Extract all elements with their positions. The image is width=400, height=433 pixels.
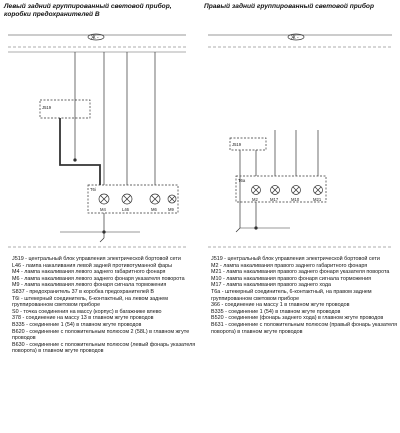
legend-item: B520 - соединение (фонарь заднего хода) в главном жгуте проводов xyxy=(211,315,384,322)
left-legend xyxy=(4,256,198,355)
legend-item: M21 - лампа накаливания правого заднего фонаря указателя поворота xyxy=(211,269,390,276)
legend-item: 366 - соединение на массу 1 в главном жгуте проводов xyxy=(211,302,350,309)
legend-item: B335 - соединение 1 (54) в главном жгуте проводов xyxy=(211,308,341,315)
right-lamp-m10 xyxy=(292,186,301,195)
right-legend xyxy=(203,256,398,335)
left-lamp-m6 xyxy=(150,194,160,204)
legend-item: S0 - точка соединения на массу (корпус) в багажнике влево xyxy=(12,308,162,315)
right-lamp-m21 xyxy=(314,186,323,195)
legend-item: M17 - лампа накаливания правого заднего хода xyxy=(211,282,332,289)
right-m21-label: M21 xyxy=(313,197,322,202)
left-m9-label: M9 xyxy=(168,207,174,212)
legend-item: M10 - лампа накаливания правого фонаря сигнала торможения xyxy=(211,275,372,282)
legend-item: B631 - соединение с положительным полюсом (правый фонарь указателя поворота) в главном жгуте проводов xyxy=(211,321,397,335)
right-ground-tick xyxy=(236,228,240,232)
left-m4-label: M4 xyxy=(100,207,106,212)
right-diagram-title: Правый задний группированный световой прибор xyxy=(204,3,374,10)
right-j519-label: J519 xyxy=(232,142,242,147)
legend-item: T6a - штекерный соединитель, 6-контактный, на правом заднем группированном световом приборе xyxy=(211,288,372,302)
right-lamp-m17 xyxy=(271,186,280,195)
legend-item: B630 - соединение с положительным полюсом (левый фонарь указателя поворота) в главном жгуте проводов xyxy=(12,341,196,355)
right-diagram-labels xyxy=(232,35,322,202)
left-junction xyxy=(103,231,106,234)
left-ground-tick xyxy=(100,238,104,242)
legend-item: 378 - соединение на массу 13 в главном жгуте проводов xyxy=(12,315,154,322)
legend-item: L46 - лампа накаливания левой задней противотуманной фары xyxy=(12,262,173,269)
left-header-label: Ж - xyxy=(91,35,99,41)
left-lamp-l46 xyxy=(122,194,132,204)
legend-item: B335 - соединение 1 (54) в главном жгуте проводов xyxy=(12,321,142,328)
left-lamp-m9 xyxy=(168,195,176,203)
right-junction xyxy=(255,227,258,230)
legend-item: J519 - центральный блок управления электрической бортовой сети xyxy=(12,256,181,262)
legend-item: T6i - штекерный соединитель, 6-контактный, на левом заднем группированном световом приборе xyxy=(12,295,168,309)
right-m2-label: M2 xyxy=(252,197,258,202)
left-m6-label: M6 xyxy=(151,207,157,212)
left-diagram-labels xyxy=(42,35,174,212)
left-diagram-title: Левый задний группированный световой прибор, коробки предохранителей B xyxy=(4,3,172,18)
right-wiring-diagram xyxy=(208,34,392,247)
left-wiring-diagram xyxy=(8,34,186,247)
legend-item: M6 - лампа накаливания левого заднего фонаря указателя поворота xyxy=(12,275,185,282)
right-header-label: Ж - xyxy=(291,35,299,41)
left-junction-2 xyxy=(74,159,77,162)
left-l46-label: L46 xyxy=(122,207,129,212)
right-lamp-m2 xyxy=(252,186,261,195)
legend-item: B620 - соединение с положительным полюсом 2 (58L) в главном жгуте проводов xyxy=(12,328,190,342)
left-j519-label: J519 xyxy=(42,105,52,110)
left-main-wire xyxy=(60,118,100,185)
right-m17-label: M17 xyxy=(270,197,279,202)
legend-item: J519 - центральный блок управления электрической бортовой сети xyxy=(211,256,380,262)
right-m10-label: M10 xyxy=(291,197,300,202)
legend-item: S837 - предохранитель 37 в коробка предохранителей B xyxy=(12,288,154,295)
right-t6a-label: T6a xyxy=(238,178,246,183)
legend-item: M2 - лампа накаливания правого заднего габаритного фонаря xyxy=(211,262,368,269)
legend-item: M9 - лампа накаливания левого фонаря сигнала торможения xyxy=(12,282,167,289)
legend-item: M4 - лампа накаливания левого заднего габаритного фонаря xyxy=(12,269,166,276)
left-t6i-label: T6i xyxy=(90,187,96,192)
left-lamp-m4 xyxy=(99,194,109,204)
